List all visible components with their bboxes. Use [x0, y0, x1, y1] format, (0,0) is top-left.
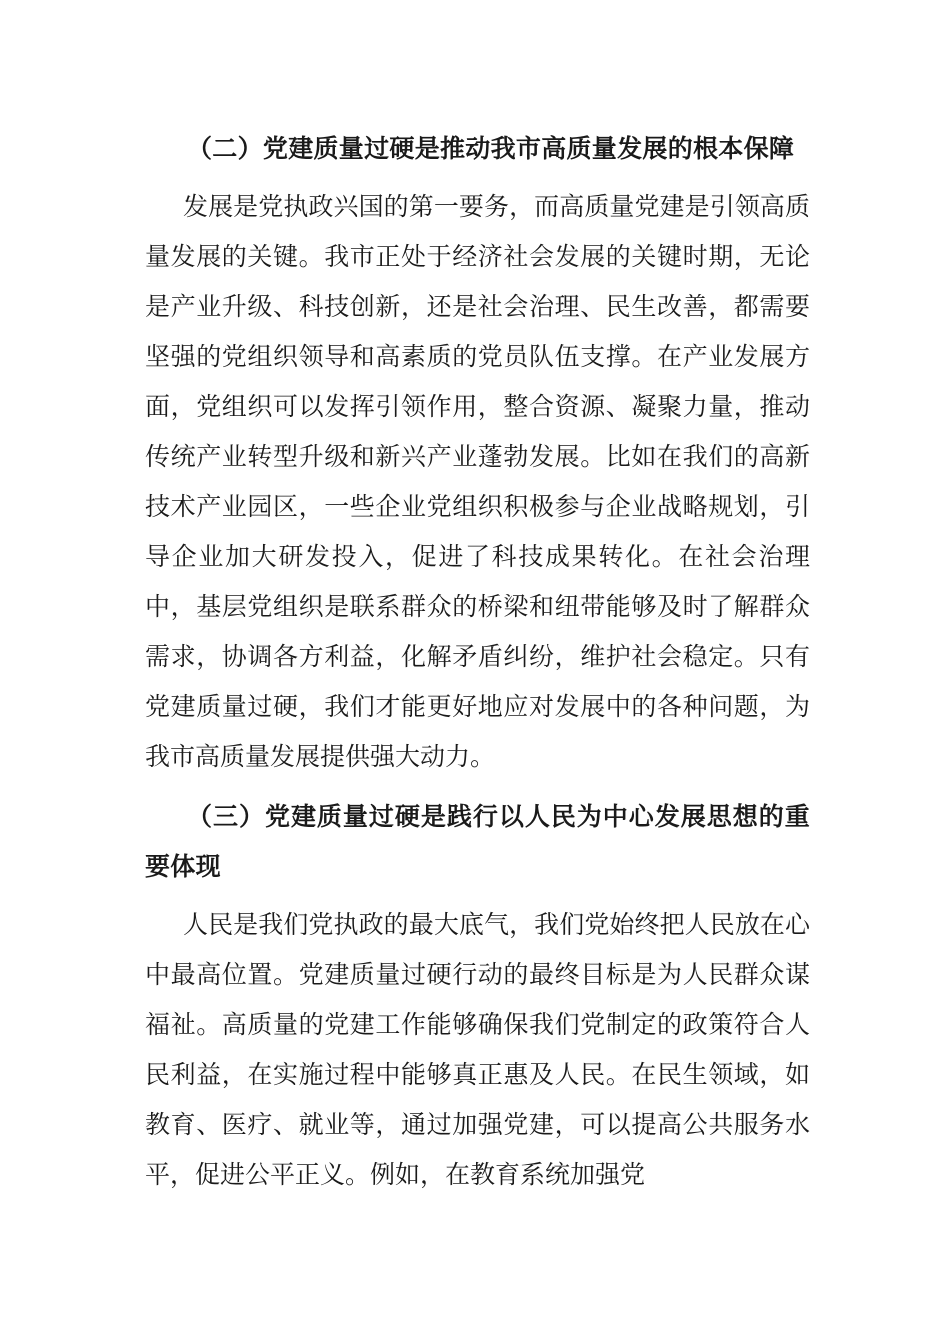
section-heading-3: （三）党建质量过硬是践行以人民为中心发展思想的重要体现 [145, 802, 810, 881]
section-body-3: 人民是我们党执政的最大底气，我们党始终把人民放在心中最高位置。党建质量过硬行动的最终目标是为人民群众谋福祉。高质量的党建工作能够确保我们党制定的政策符合人民利益，在实施过程中能够真正惠及人民。在民生领域，如教育、医疗、就业等，通过加强党建，可以提高公共服务水平，促进公平正义。例如，在教育系统加强党 [145, 910, 810, 1189]
document-page [145, 124, 810, 1200]
section-heading-2: （二）党建质量过硬是推动我市高质量发展的根本保障 [187, 134, 795, 163]
section-body-2: 发展是党执政兴国的第一要务，而高质量党建是引领高质量发展的关键。我市正处于经济社会发展的关键时期，无论是产业升级、科技创新，还是社会治理、民生改善，都需要坚强的党组织领导和高素质的党员队伍支撑。在产业发展方面，党组织可以发挥引领作用，整合资源、凝聚力量，推动传统产业转型升级和新兴产业蓬勃发展。比如在我们的高新技术产业园区，一些企业党组织积极参与企业战略规划，引导企业加大研发投入，促进了科技成果转化。在社会治理中，基层党组织是联系群众的桥梁和纽带能够及时了解群众需求，协调各方利益，化解矛盾纠纷，维护社会稳定。只有党建质量过硬，我们才能更好地应对发展中的各种问题，为我市高质量发展提供强大动力。 [145, 192, 810, 771]
